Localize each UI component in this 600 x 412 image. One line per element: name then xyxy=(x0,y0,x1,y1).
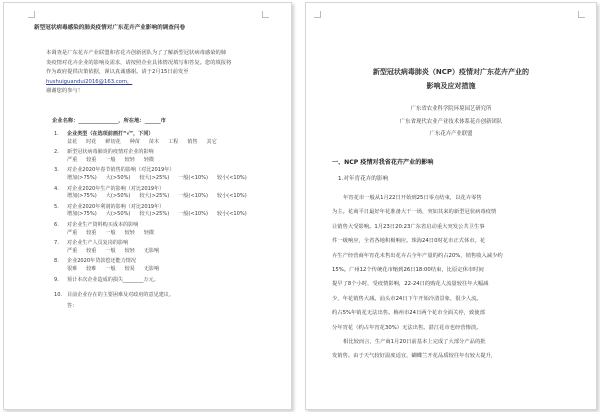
answer-option[interactable]: 轻微 xyxy=(143,229,155,236)
answer-option[interactable]: 时花 xyxy=(86,138,97,145)
answer-option[interactable]: 一般(<10%) xyxy=(178,174,208,181)
question-number: 7. xyxy=(54,240,59,247)
survey-question xyxy=(54,240,274,255)
report-page xyxy=(305,2,597,410)
answer-option[interactable]: 严重 xyxy=(67,247,78,254)
survey-question xyxy=(54,167,274,182)
intro-line: 炎疫情对花卉企业的影响及需求，请按照企业具体情况填写和答复。您的填报将 xyxy=(46,59,232,66)
report-title-line: 影响及应对措施 xyxy=(426,82,476,90)
question-text: 目前企业存在的主要困难及对政府的意见建议。 xyxy=(67,292,174,299)
answer-option[interactable]: 其它 xyxy=(206,138,217,145)
body-text-line: 件一级响应，全省各地积极响应。珠海24日0时花市正式休市。花 xyxy=(332,238,486,245)
answer-options xyxy=(67,157,274,165)
answer-option[interactable]: 较重 xyxy=(86,156,97,163)
question-number: 6. xyxy=(54,221,59,228)
margin-mark-top-left xyxy=(314,11,321,18)
answer-option[interactable]: 较轻 xyxy=(124,156,135,163)
question-number: 3. xyxy=(54,167,59,174)
answer-option[interactable]: 较重 xyxy=(86,247,97,254)
survey-question xyxy=(54,277,274,285)
body-text-line: 分年宵花（约占年宵花30%）无法出售。湛江花市也经营惨淡。 xyxy=(332,324,482,331)
answer-option[interactable]: 销售 xyxy=(187,138,198,145)
answer-option[interactable]: 盆花 xyxy=(67,138,78,145)
question-text: 企业2020年贷款偿还能力情况 xyxy=(67,258,136,265)
body-text-line: 让销售大受影响。1月23日20:23广东省启动重大突发公共卫生事 xyxy=(332,223,485,230)
answer-option[interactable]: 较小(<10%) xyxy=(216,211,247,218)
answer-option[interactable]: 较重 xyxy=(86,229,97,236)
contact-email-link[interactable]: hushuiguandui2016@163.com， xyxy=(46,78,133,85)
question-text: 对企业生产人员复岗的影响 xyxy=(67,240,129,247)
answer-option[interactable]: 增加(>75%) xyxy=(67,174,97,181)
intro-line: 谢谢您的参与！ xyxy=(46,88,84,95)
company-name-field: 企业名称：_______________，所在地：______市 xyxy=(52,118,166,124)
answer-option[interactable]: 较大(>25%) xyxy=(139,193,170,200)
answer-option[interactable]: 严重 xyxy=(67,229,78,236)
answer-options xyxy=(67,266,274,274)
question-number: 4. xyxy=(54,185,59,192)
intro-line: 作为政府提供决策依据，谨以真诚感谢。请于2月15日前发至 xyxy=(46,69,189,76)
body-text-line: 提早了8个小时，受疫情影响，22-24日的购花人流量较往年大幅减 xyxy=(332,281,489,288)
answer-option[interactable]: 较小(<10%) xyxy=(216,193,247,200)
answer-options xyxy=(67,193,274,201)
question-text: 企业类型（在选项前画打“√”，下同） xyxy=(67,131,154,137)
question-list xyxy=(54,131,274,313)
answer-options xyxy=(67,211,274,219)
question-text: 对企业2020年春节销售的影响（对比2019年） xyxy=(67,167,175,174)
question-number: 1. xyxy=(54,131,59,137)
answer-option[interactable]: 较轻 xyxy=(124,229,135,236)
survey-question xyxy=(54,186,274,201)
answer-option[interactable]: 一般 xyxy=(105,247,116,254)
section-heading: 一、NCP 疫情对我省花卉产业的影响 xyxy=(332,159,434,166)
question-number: 2. xyxy=(54,149,59,156)
answer-option[interactable]: 一般(<10%) xyxy=(178,193,208,200)
question-number: 9. xyxy=(54,276,59,283)
answer-options xyxy=(67,139,274,147)
survey-question xyxy=(54,222,274,237)
survey-intro xyxy=(46,49,260,97)
body-text-line: 少，年花销售大减。汕头市24日下午开始冷清景象，很少人流。 xyxy=(332,295,482,302)
author-affiliation: 广东花卉产业联盟 xyxy=(429,131,473,137)
answer-option[interactable]: 工程 xyxy=(168,138,179,145)
answer-option[interactable]: 较轻 xyxy=(124,247,135,254)
survey-question xyxy=(54,303,274,311)
body-text-line: 为主。花商平日最好年花准备大干一场，突如其来的新型冠状病毒疫情 xyxy=(332,209,497,216)
answer-option[interactable]: 较小(<10%) xyxy=(216,174,247,181)
question-text: 对企业2020年利润的影响（对比2019年） xyxy=(67,203,165,210)
report-title xyxy=(326,65,576,93)
answer-option[interactable]: 大(>50%) xyxy=(105,193,131,200)
answer-option[interactable]: 大(>50%) xyxy=(105,174,131,181)
margin-mark-top-right xyxy=(578,11,585,18)
answer-option[interactable]: 严重 xyxy=(67,156,78,163)
question-number: 10. xyxy=(54,292,63,299)
answer-option[interactable]: 增加(>75%) xyxy=(67,193,97,200)
answer-option[interactable]: 较难 xyxy=(86,265,97,272)
answer-option[interactable]: 大(>50%) xyxy=(105,211,131,218)
answer-options xyxy=(67,175,274,183)
question-text: 对企业生产资料购买成本的影响 xyxy=(67,221,139,228)
question-text: 预计本次企业造成的损失________万元。 xyxy=(67,276,159,283)
body-text-line: 约占5%年销花无法出售。梅州市24日两个花市全面关停，致使部 xyxy=(332,310,485,317)
body-text-line: 15%。广州12个传统花市缩到26日18:00结束，比原定休市时间 xyxy=(332,266,484,273)
answer-option[interactable]: 一般 xyxy=(105,229,116,236)
answer-option[interactable]: 无影响 xyxy=(143,265,160,272)
author-affiliation: 广东省农业科学院环境园艺研究所 xyxy=(410,106,492,112)
report-title-line: 新型冠状病毒肺炎（NCP）疫情对广东花卉产业的 xyxy=(372,68,530,76)
question-text: 答： xyxy=(67,302,78,309)
body-text-line: 年宵花市一般从1月22日开始到25日零点结束，以花卉零售 xyxy=(343,195,482,201)
answer-option[interactable]: 较易 xyxy=(124,265,135,272)
answer-option[interactable]: 较大(>25%) xyxy=(139,174,170,181)
question-text: 对企业2020年生产的影响（对比2019年） xyxy=(67,185,165,192)
answer-option[interactable]: 很难 xyxy=(67,265,78,272)
survey-question xyxy=(54,131,274,146)
answer-option[interactable]: 鲜切花 xyxy=(105,138,121,145)
survey-question xyxy=(54,292,274,300)
body-text-line: 卉生产经营商年宵花未售出花卉占全年产量的约占20%，销售收入减少约 xyxy=(332,252,503,259)
answer-option[interactable]: 无影响 xyxy=(143,247,160,254)
question-text: 新型冠状病毒肺炎的疫情对企业的影响 xyxy=(67,149,154,156)
answer-option[interactable]: 种苗 xyxy=(129,138,140,145)
intro-line: 本调查是广东花卉产业联盟和省花卉创新团队为了了解新型冠状病毒感染的肺 xyxy=(46,50,227,56)
answer-option[interactable]: 增加(>75%) xyxy=(67,211,97,218)
question-number: 8. xyxy=(54,258,59,265)
question-number: 5. xyxy=(54,203,59,210)
answer-option[interactable]: 一般 xyxy=(105,156,116,163)
author-affiliation: 广东省现代农业产业技术体系花卉创新团队 xyxy=(399,118,503,125)
answer-option[interactable]: 苗木 xyxy=(148,138,160,145)
author-affiliations xyxy=(326,103,576,141)
body-text-line: 相比较而言，生产商1月20日前基本上完成了大部分产品的批 xyxy=(343,338,486,345)
margin-mark-top-right xyxy=(262,11,269,18)
answer-option[interactable]: 轻微 xyxy=(143,156,155,163)
margin-mark-top-left xyxy=(28,11,35,18)
answer-options xyxy=(67,230,274,238)
answer-option[interactable]: 一般 xyxy=(105,265,116,272)
survey-page xyxy=(3,2,292,410)
subsection-heading: 1.对年宵花卉的影响 xyxy=(338,176,389,182)
survey-question xyxy=(54,258,274,273)
survey-question xyxy=(54,204,274,219)
answer-options xyxy=(67,248,274,256)
report-body xyxy=(332,191,575,364)
survey-question xyxy=(54,149,274,164)
survey-title: 新型冠状病毒感染的肺炎疫情对广东花卉产业影响的调查问卷 xyxy=(34,25,186,31)
body-text-line: 发销售。由于天气较好温度适宜，蝴蝶兰开花品质较往年有较大提升， xyxy=(332,353,497,360)
answer-option[interactable]: 一般(<10%) xyxy=(178,211,208,218)
answer-option[interactable]: 较大(>25%) xyxy=(139,211,170,218)
